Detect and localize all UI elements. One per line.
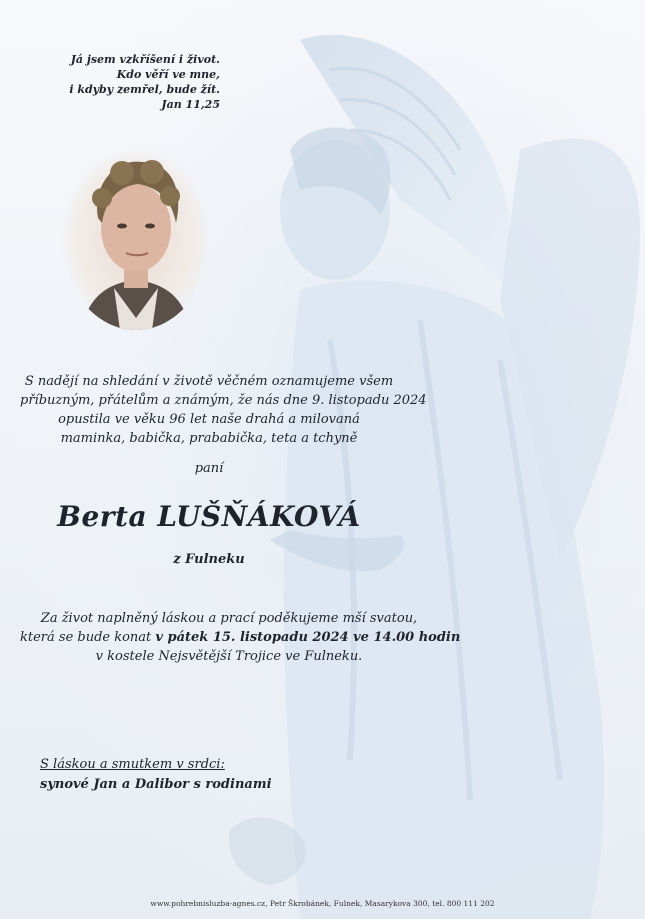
- deceased-name: [20, 500, 398, 533]
- announcement-line: příbuzným, přátelům a známým, že nás dne 9. listopadu 2024: [20, 393, 427, 408]
- origin: z Fulneku: [173, 552, 245, 567]
- last-name: LUŠŇÁKOVÁ: [157, 500, 361, 533]
- signature: [40, 755, 340, 795]
- verse-line: Kdo věří ve mne,: [116, 68, 220, 81]
- signature-names: synové Jan a Dalibor s rodinami: [40, 777, 272, 792]
- first-name: Berta: [57, 500, 148, 533]
- ceremony-line: v kostele Nejsvětější Trojice ve Fulneku.: [95, 649, 363, 664]
- ceremony-datetime: v pátek 15. listopadu 2024 ve 14.00 hodin: [155, 630, 461, 645]
- announcement-line: S nadějí na shledání v životě věčném oznamujeme všem: [24, 374, 394, 389]
- portrait-photo: [62, 148, 210, 330]
- verse-line: Já jsem vzkříšení i život.: [70, 53, 220, 66]
- ceremony-line: [20, 628, 461, 647]
- ceremony-line: Za život naplněný láskou a prací poděkujeme mší svatou,: [40, 611, 418, 626]
- ceremony-prefix: která se bude konat: [20, 630, 156, 645]
- bible-verse: [60, 52, 220, 112]
- verse-reference: Jan 11,25: [161, 98, 220, 111]
- announcement-line: maminka, babička, prababička, teta a tchyně: [60, 431, 358, 446]
- announcement-line: opustila ve věku 96 let naše drahá a milovaná: [58, 412, 360, 427]
- death-announcement: [20, 372, 427, 448]
- funeral-ceremony-info: [20, 609, 461, 666]
- funeral-service-footer: www.pohrebnisluzba-agnes.cz, Petr Škrobánek, Fulnek, Masarykova 300, tel. 800 111 202: [150, 899, 495, 908]
- signature-intro: S láskou a smutkem v srdci:: [40, 757, 225, 772]
- honorific: paní: [194, 461, 224, 476]
- verse-line: i kdyby zemřel, bude žít.: [69, 83, 220, 96]
